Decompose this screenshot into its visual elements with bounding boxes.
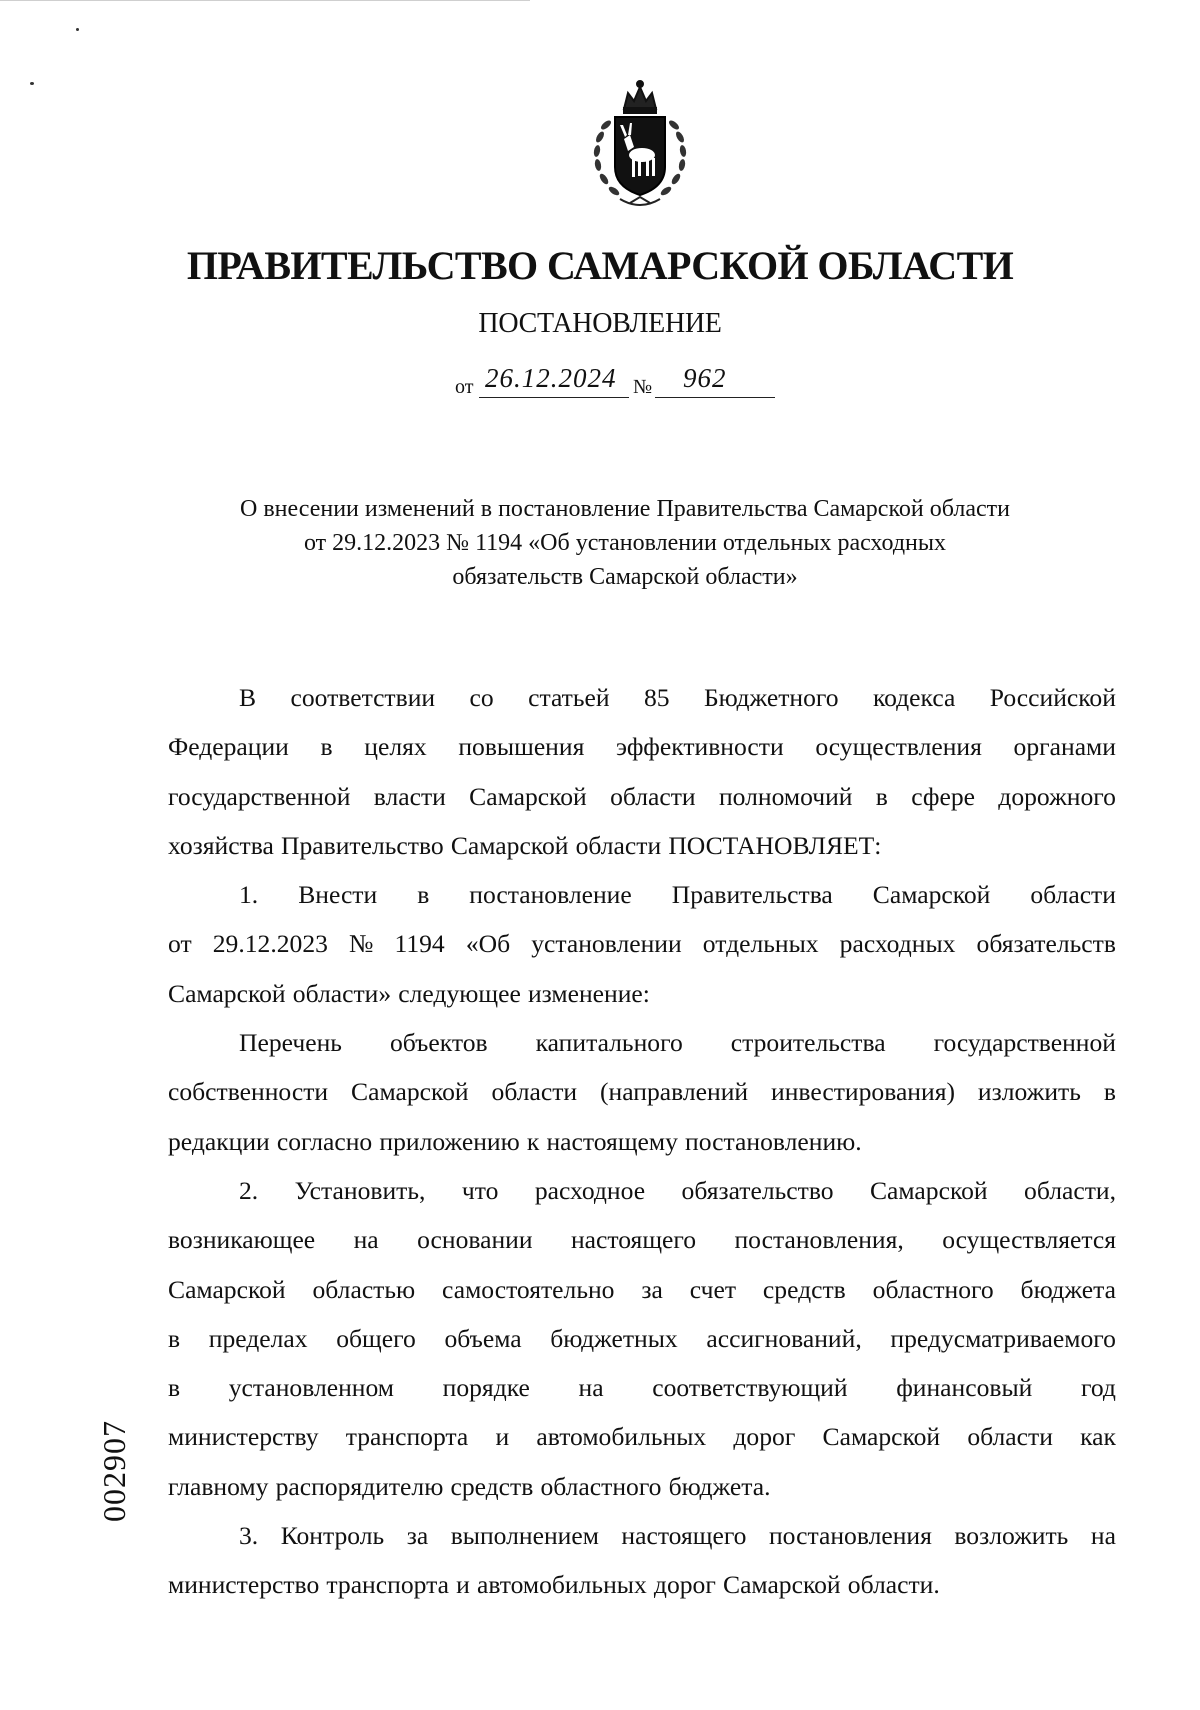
body-line: министерство транспорта и автомобильных дорог Самарской области. [168,1570,940,1600]
body-line: главному распорядителю средств областного бюджета. [168,1471,771,1501]
body-line: 1. Внести в постановление Правительства Самарской области [239,880,1116,910]
body-line: министерству транспорта и автомобильных дорог Самарской области как [168,1422,1116,1452]
body-line: в установленном порядке на соответствующий финансовый год [168,1373,1116,1403]
date-number-line [455,363,835,403]
date-prefix: от [455,376,474,398]
number-prefix: № [633,376,653,398]
subject-heading [150,492,1100,594]
number-value: 962 [683,363,727,393]
organization-title: ПРАВИТЕЛЬСТВО САМАРСКОЙ ОБЛАСТИ [186,243,1014,288]
body-line: редакции согласно приложению к настоящему постановлению. [168,1126,862,1156]
scan-speck [30,82,34,85]
number-underline [655,397,775,398]
scan-speck [76,28,79,31]
document-type: ПОСТАНОВЛЕНИЕ [478,308,722,339]
body-line: 2. Установить, что расходное обязательство Самарской области, [239,1175,1116,1205]
subject-line: от 29.12.2023 № 1194 «Об установлении отдельных расходных [304,530,946,556]
document-body [168,673,1116,1610]
body-line: собственности Самарской области (направлений инвестирования) изложить в [168,1077,1116,1107]
body-line: государственной власти Самарской области полномочий в сфере дорожного [168,781,1116,811]
date-underline [479,397,629,398]
date-value: 26.12.2024 [485,363,617,393]
body-line: хозяйства Правительство Самарской области ПОСТАНОВЛЯЕТ: [168,830,882,860]
body-line: Самарской областью самостоятельно за счет средств областного бюджета [168,1274,1116,1304]
body-line: от 29.12.2023 № 1194 «Об установлении отдельных расходных обязательств [168,929,1116,959]
body-line: В соответствии со статьей 85 Бюджетного кодекса Российской [239,683,1116,712]
body-line: в пределах общего объема бюджетных ассигнований, предусматриваемого [168,1323,1116,1353]
body-line: возникающее на основании настоящего постановления, осуществляется [168,1225,1116,1255]
subject-line: О внесении изменений в постановление Правительства Самарской области [240,496,1010,522]
body-line: Федерации в целях повышения эффективности осуществления органами [168,732,1116,762]
body-line: Перечень объектов капитального строительства государственной [239,1028,1116,1058]
side-stamp-number: 002907 [96,1420,132,1522]
scan-edge-line [0,0,530,1]
coat-of-arms-icon [580,75,700,215]
body-line: 3. Контроль за выполнением настоящего постановления возложить на [239,1521,1116,1551]
subject-line: обязательств Самарской области» [452,564,798,590]
body-line: Самарской области» следующее изменение: [168,978,650,1008]
